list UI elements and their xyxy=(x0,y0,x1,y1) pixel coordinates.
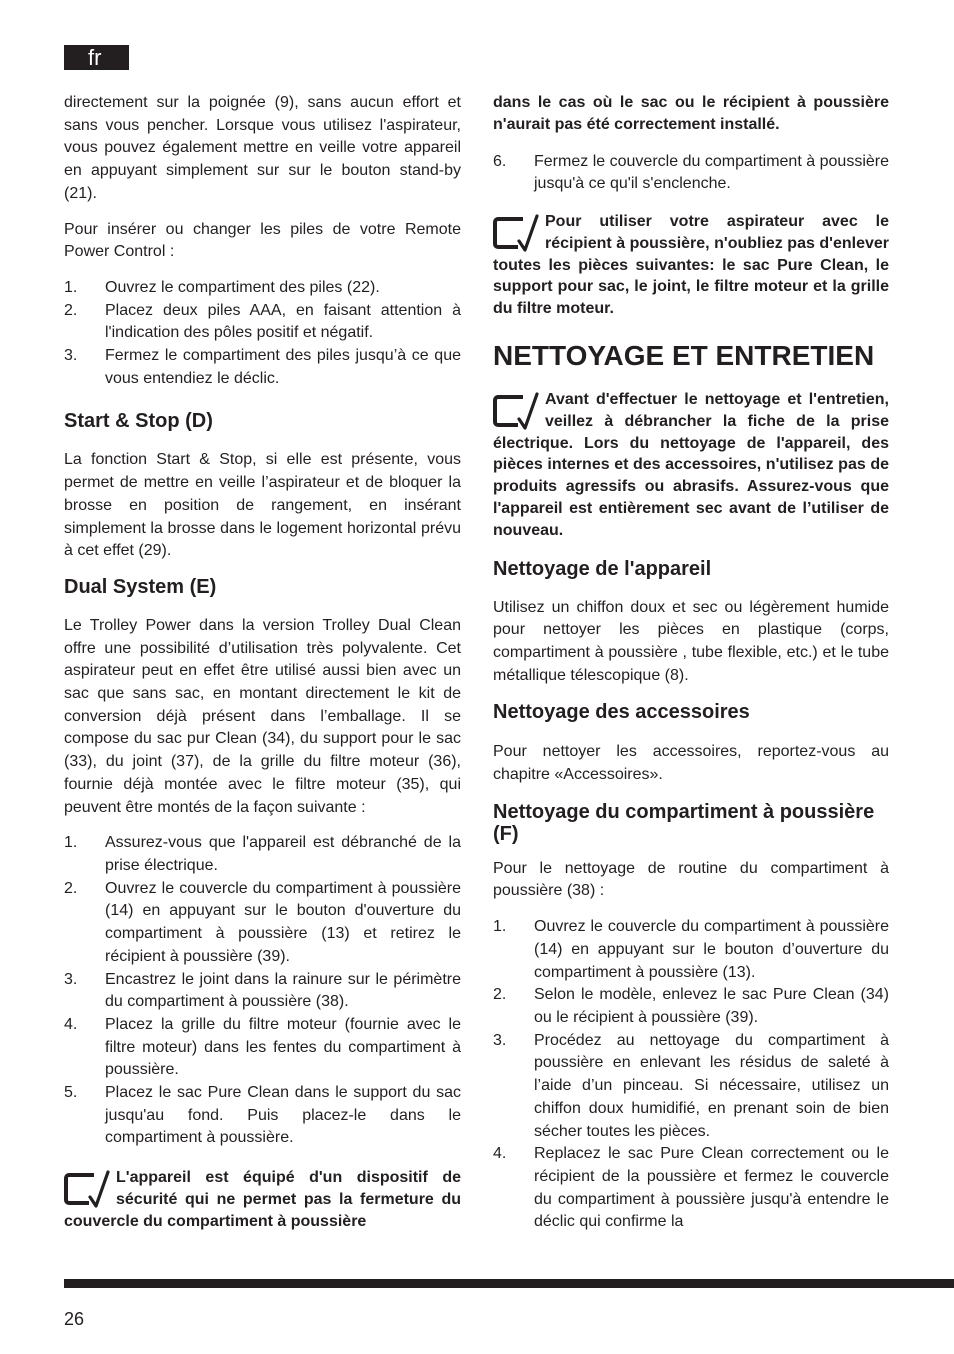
paragraph: Utilisez un chiffon doux et sec ou légèrement humide pour nettoyer les pièces en plastique (corps, compartiment à poussière , tube flexible, etc.) et le tube métallique télescopique (8). xyxy=(493,598,889,684)
list-text: Replacez le sac Pure Clean correctement ou le récipient de la poussière et fermez le couvercle du compartiment à poussière jusqu'à entendre le déclic qui confirme la xyxy=(534,1145,889,1231)
list-text: Ouvrez le couvercle du compartiment à poussière (14) en appuyant sur le bouton d'ouverture du compartiment à poussière (13) et retirez le récipient à poussière (39). xyxy=(105,879,461,965)
section-heading-appliance-cleaning: Nettoyage de l'appareil xyxy=(493,557,712,580)
list-number: 3. xyxy=(64,970,78,988)
list-text: Procédez au nettoyage du compartiment à poussière en enlevant les résidus de saleté à l’aide d’un pinceau. Si nécessaire, utilisez un chiffon doux humidifié, en prenant soin de bien sécher toutes les pièces. xyxy=(534,1031,889,1140)
list-number: 2. xyxy=(64,301,78,319)
maintenance-warning-note xyxy=(493,389,889,542)
list-item xyxy=(64,345,461,390)
list-number: 3. xyxy=(493,1031,507,1049)
list-text: Ouvrez le compartiment des piles (22). xyxy=(105,278,380,296)
left-column xyxy=(64,92,461,1233)
list-item xyxy=(493,916,889,984)
list-item xyxy=(493,1143,889,1234)
list-item xyxy=(493,1030,889,1144)
list-number: 2. xyxy=(493,986,507,1004)
checkmark-note-icon xyxy=(64,1169,110,1209)
section-heading-start-stop: Start & Stop (D) xyxy=(64,410,213,433)
list-number: 6. xyxy=(493,152,507,170)
list-number: 4. xyxy=(64,1015,78,1033)
paragraph: La fonction Start & Stop, si elle est présente, vous permet de mettre en veille l’aspirateur et de bloquer la brosse en position de rangement, en insérant simplement la brosse dans le logement horizontal prévu à cet effet (29). xyxy=(64,451,461,560)
footer-rule xyxy=(64,1279,954,1288)
section-heading-dust-compartment-cleaning: Nettoyage du compartiment à poussière (F) xyxy=(493,800,875,845)
list-text: Ouvrez le couvercle du compartiment à poussière (14) en appuyant sur le bouton d’ouverture du compartiment à poussière (13). xyxy=(534,918,889,981)
list-text: Placez le sac Pure Clean dans le support du sac jusqu'au fond. Puis placez-le dans le compartiment à poussière. xyxy=(105,1084,461,1147)
list-item xyxy=(64,969,461,1014)
paragraph: directement sur la poignée (9), sans aucun effort et sans vous pencher. Lorsque vous utilisez l'aspirateur, vous pouvez également mettre en veille votre appareil en appuyant simplement sur sur le bouton stand-by (21). xyxy=(64,94,461,202)
main-section-title: NETTOYAGE ET ENTRETIEN xyxy=(493,339,875,371)
page-number: 26 xyxy=(64,1309,85,1329)
dual-system-steps-list-continued xyxy=(493,151,889,196)
list-number: 2. xyxy=(64,879,78,897)
language-tab: fr xyxy=(64,45,129,70)
paragraph: Pour nettoyer les accessoires, reportez-vous au chapitre «Accessoires». xyxy=(493,743,889,784)
list-item xyxy=(64,878,461,969)
list-item xyxy=(64,1082,461,1150)
paragraph: Le Trolley Power dans la version Trolley Dual Clean offre une possibilité d’utilisation très polyvalente. Cet aspirateur peut en effet être utilisé aussi bien avec un sac que sans sac, en montant directement le kit de conversion déjà présent dans l’emballage. Il se compose du sac pur Clean (34), du support pour le sac (33), du joint (37), de la grille du filtre moteur (36), fournie déjà montée avec le filtre moteur (35), qui peuvent être montés de la façon suivante : xyxy=(64,616,461,816)
list-item xyxy=(64,832,461,877)
note-text: Pour utiliser votre aspirateur avec le récipient à poussière, n'oubliez pas d'enlever toutes les pièces suivantes: le sac Pure Clean, le support pour sac, le joint, le filtre moteur et la grille du filtre moteur. xyxy=(493,213,889,318)
note-continuation: dans le cas où le sac ou le récipient à poussière n'aurait pas été correctement installé. xyxy=(493,94,889,133)
note-text: L'appareil est équipé d'un dispositif de sécurité qui ne permet pas la fermeture du couvercle du compartiment à poussière xyxy=(64,1169,461,1230)
paragraph: Pour le nettoyage de routine du compartiment à poussière (38) : xyxy=(493,859,889,900)
list-text: Selon le modèle, enlevez le sac Pure Clean (34) ou le récipient à poussière (39). xyxy=(534,986,889,1026)
info-note xyxy=(493,211,889,320)
checkmark-note-icon xyxy=(493,213,539,253)
list-number: 3. xyxy=(64,347,78,365)
battery-steps-list xyxy=(64,277,461,391)
list-text: Encastrez le joint dans la rainure sur le périmètre du compartiment à poussière (38). xyxy=(105,970,461,1011)
dual-system-steps-list xyxy=(64,832,461,1150)
section-heading-dual-system: Dual System (E) xyxy=(64,575,217,598)
checkmark-note-icon xyxy=(493,391,539,431)
cleaning-steps-list xyxy=(493,916,889,1234)
list-item xyxy=(64,277,461,300)
list-item xyxy=(493,151,889,196)
list-item xyxy=(64,300,461,345)
right-column xyxy=(493,92,889,1234)
section-heading-accessories-cleaning: Nettoyage des accessoires xyxy=(493,701,750,724)
note-text: Avant d'effectuer le nettoyage et l'entretien, veillez à débrancher la fiche de la prise électrique. Lors du nettoyage de l'appareil, des pièces internes et des accessoires, n'utilisez pas de produits agressifs ou abrasifs. Assurez-vous que l'appareil est entièrement sec avant de l’utiliser de nouveau. xyxy=(493,390,889,539)
list-text: Fermez le compartiment des piles jusqu’à ce que vous entendiez le déclic. xyxy=(105,347,461,387)
list-text: Placez deux piles AAA, en faisant attention à l'indication des pôles positif et négatif. xyxy=(105,301,461,342)
list-number: 5. xyxy=(64,1084,78,1102)
safety-note xyxy=(64,1167,461,1232)
list-number: 1. xyxy=(493,918,507,936)
list-text: Placez la grille du filtre moteur (fournie avec le filtre moteur) dans les fentes du compartiment à poussière. xyxy=(105,1015,461,1079)
list-text: Fermez le couvercle du compartiment à poussière jusqu'à ce qu'il s'enclenche. xyxy=(534,152,889,193)
paragraph: Pour insérer ou changer les piles de votre Remote Power Control : xyxy=(64,220,461,261)
list-number: 1. xyxy=(64,278,78,296)
list-number: 4. xyxy=(493,1145,507,1163)
list-number: 1. xyxy=(64,834,78,852)
list-text: Assurez-vous que l'appareil est débranché de la prise électrique. xyxy=(105,834,461,874)
list-item xyxy=(493,984,889,1029)
list-item xyxy=(64,1014,461,1082)
